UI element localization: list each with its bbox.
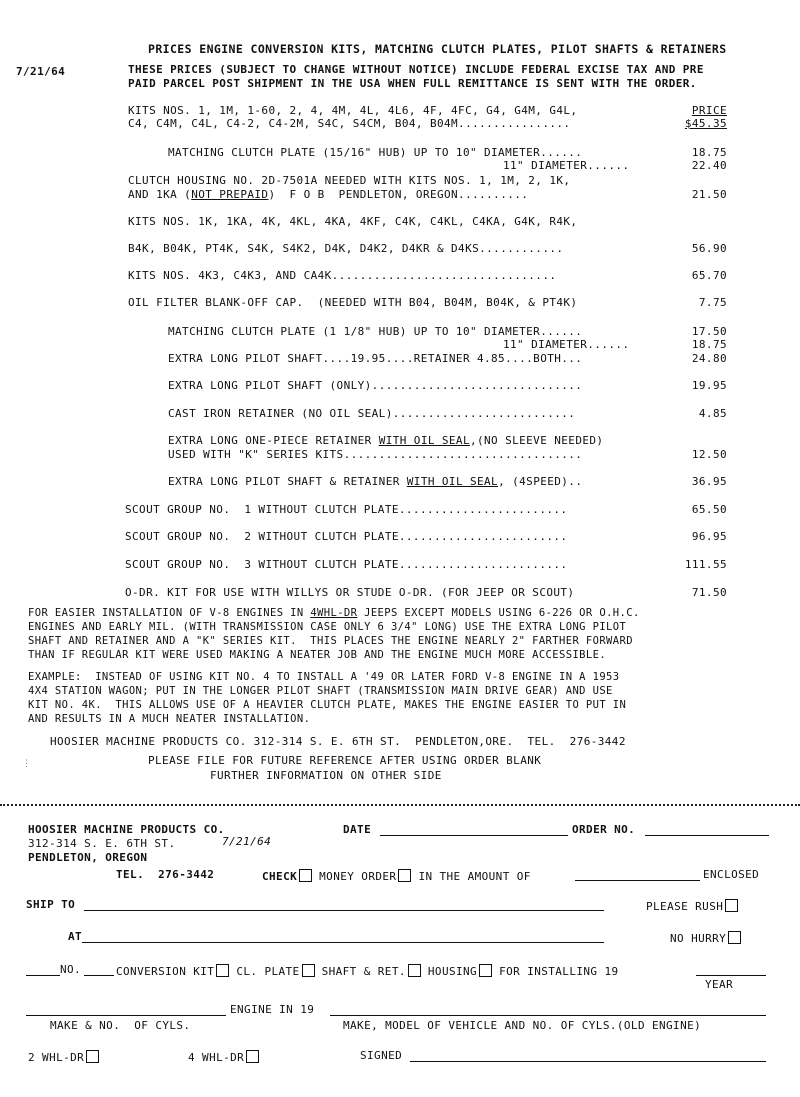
easier-note-2: ENGINES AND EARLY MIL. (WITH TRANSMISSION CASE ONLY 6 3/4" LONG) USE THE EXTRA LONG PILOT (28, 621, 627, 633)
four-whl-checkbox[interactable] (246, 1050, 259, 1063)
form-date-stamp: 7/21/64 (222, 835, 272, 848)
kits-1-line-1: KITS NOS. 1, 1M, 1-60, 2, 4, 4M, 4L, 4L6, 4F, 4FC, G4, G4M, G4L, (128, 104, 578, 117)
housing-checkbox[interactable] (479, 964, 492, 977)
kits-3-line: KITS NOS. 4K3, C4K3, AND CA4K................................ (128, 269, 557, 282)
clutch-1-line-2: 11" DIAMETER...... (503, 159, 630, 172)
easier-note-1: FOR EASIER INSTALLATION OF V-8 ENGINES IN 4WHL-DR JEEPS EXCEPT MODELS USING 6-226 OR O.H.C. (28, 607, 640, 619)
item-options: CONVERSION KIT CL. PLATE SHAFT & RET. HOUSING FOR INSTALLING 19 (116, 965, 619, 978)
example-note-1: EXAMPLE: INSTEAD OF USING KIT NO. 4 TO INSTALL A '49 OR LATER FORD V-8 ENGINE IN A 1953 (28, 671, 620, 683)
scout-2-line: SCOUT GROUP NO. 2 WITHOUT CLUTCH PLATE........................ (125, 530, 568, 543)
one-piece-line-2: USED WITH "K" SERIES KITS.................................. (168, 448, 583, 461)
no-hurry-checkbox[interactable] (728, 931, 741, 944)
speck-mark: ⋮ (22, 759, 31, 769)
two-whl-option: 2 WHL-DR (28, 1050, 99, 1063)
price-header: PRICE (691, 104, 727, 117)
signature-field[interactable] (410, 1061, 766, 1062)
easier-note-4: THAN IF REGULAR KIT WERE USED MAKING A NEATER JOB AND THE ENGINE MUCH MORE ACCESSIBLE. (28, 649, 607, 661)
kits-2-line-1: KITS NOS. 1K, 1KA, 4K, 4KL, 4KA, 4KF, C4K, C4KL, C4KA, G4K, R4K, (128, 215, 578, 228)
housing-price: 21.50 (691, 188, 727, 201)
pilot-retainer-price: 36.95 (691, 475, 727, 488)
please-rush-option: PLEASE RUSH (646, 899, 738, 912)
one-piece-price: 12.50 (691, 448, 727, 461)
easier-note-3: SHAFT AND RETAINER AND A "K" SERIES KIT. THIS PLACES THE ENGINE NEARLY 2" FARTHER FORWARD (28, 635, 633, 647)
kits-2-line-2: B4K, B04K, PT4K, S4K, S4K2, D4K, D4K2, D4KR & D4KS............ (128, 242, 564, 255)
odr-kit-line: O-DR. KIT FOR USE WITH WILLYS OR STUDE O-DR. (FOR JEEP OR SCOUT) (125, 586, 575, 599)
form-city: PENDLETON, OREGON (28, 851, 148, 864)
header-date: 7/21/64 (16, 65, 66, 78)
header-note-1: THESE PRICES (SUBJECT TO CHANGE WITHOUT NOTICE) INCLUDE FEDERAL EXCISE TAX AND PRE (128, 63, 704, 76)
scout-1-line: SCOUT GROUP NO. 1 WITHOUT CLUTCH PLATE........................ (125, 503, 568, 516)
make-cyls-label: MAKE & NO. OF CYLS. (50, 1019, 191, 1032)
clutch-2-price-2: 18.75 (691, 338, 727, 351)
signed-label: SIGNED (360, 1049, 403, 1062)
pilot-retainer-line: EXTRA LONG PILOT SHAFT & RETAINER WITH OIL SEAL, (4SPEED).. (168, 475, 583, 488)
at-field[interactable] (82, 942, 604, 943)
no-label: NO. (60, 963, 82, 976)
order-no-label: ORDER NO. (572, 823, 636, 836)
cast-retainer-line: CAST IRON RETAINER (NO OIL SEAL).......................... (168, 407, 576, 420)
engine-in-label: ENGINE IN 19 (230, 1003, 315, 1016)
pilot-both-price: 24.80 (691, 352, 727, 365)
housing-line-1: CLUTCH HOUSING NO. 2D-7501A NEEDED WITH KITS NOS. 1, 1M, 2, 1K, (128, 174, 571, 187)
order-no-field[interactable] (645, 835, 769, 836)
pilot-only-line: EXTRA LONG PILOT SHAFT (ONLY).............................. (168, 379, 583, 392)
odr-kit-price: 71.50 (691, 586, 727, 599)
pilot-both-line: EXTRA LONG PILOT SHAFT....19.95....RETAINER 4.85....BOTH... (168, 352, 583, 365)
engine-make-field[interactable] (26, 1015, 226, 1016)
ship-to-label: SHIP TO (26, 898, 76, 911)
clutch-2-line-2: 11" DIAMETER...... (503, 338, 630, 351)
scout-1-price: 65.50 (691, 503, 727, 516)
oil-filter-price: 7.75 (698, 296, 727, 309)
file-reference-line: PLEASE FILE FOR FUTURE REFERENCE AFTER USING ORDER BLANK (148, 754, 542, 767)
money-order-checkbox[interactable] (398, 869, 411, 882)
scout-3-price: 111.55 (684, 558, 727, 571)
clutch-2-price-1: 17.50 (691, 325, 727, 338)
header-note-2: PAID PARCEL POST SHIPMENT IN THE USA WHEN FULL REMITTANCE IS SENT WITH THE ORDER. (128, 77, 697, 90)
amount-field[interactable] (575, 880, 700, 881)
scout-3-line: SCOUT GROUP NO. 3 WITHOUT CLUTCH PLATE........................ (125, 558, 568, 571)
check-option: CHECK MONEY ORDER IN THE AMOUNT OF (262, 870, 531, 883)
install-year-field[interactable] (696, 975, 766, 976)
date-field[interactable] (380, 835, 568, 836)
tear-line (0, 804, 800, 806)
kits-2-price: 56.90 (691, 242, 727, 255)
form-company: HOOSIER MACHINE PRODUCTS CO. (28, 823, 225, 836)
kits-1-price: $45.35 (684, 117, 727, 130)
scout-2-price: 96.95 (691, 530, 727, 543)
quantity-field[interactable] (26, 975, 60, 976)
housing-line-2: AND 1KA (NOT PREPAID) F O B PENDLETON, OREGON.......... (128, 188, 529, 201)
example-note-4: AND RESULTS IN A MUCH NEATER INSTALLATION. (28, 713, 311, 725)
oil-filter-line: OIL FILTER BLANK-OFF CAP. (NEEDED WITH B04, B04M, B04K, & PT4K) (128, 296, 578, 309)
item-no-field[interactable] (84, 975, 114, 976)
vehicle-field[interactable] (330, 1015, 766, 1016)
clutch-1-price-2: 22.40 (691, 159, 727, 172)
four-whl-option: 4 WHL-DR (188, 1050, 259, 1063)
example-note-2: 4X4 STATION WAGON; PUT IN THE LONGER PILOT SHAFT (TRANSMISSION MAIN DRIVE GEAR) AND USE (28, 685, 613, 697)
clutch-1-line-1: MATCHING CLUTCH PLATE (15/16" HUB) UP TO 10" DIAMETER...... (168, 146, 583, 159)
page-title: PRICES ENGINE CONVERSION KITS, MATCHING CLUTCH PLATES, PILOT SHAFTS & RETAINERS (148, 42, 727, 56)
kits-3-price: 65.70 (691, 269, 727, 282)
ship-to-field[interactable] (84, 910, 604, 911)
clutch-1-price-1: 18.75 (691, 146, 727, 159)
one-piece-line-1: EXTRA LONG ONE-PIECE RETAINER WITH OIL SEAL,(NO SLEEVE NEEDED) (168, 434, 604, 447)
example-note-3: KIT NO. 4K. THIS ALLOWS USE OF A HEAVIER CLUTCH PLATE, MAKES THE ENGINE EASIER TO PUT IN (28, 699, 627, 711)
shaft-retainer-checkbox[interactable] (408, 964, 421, 977)
two-whl-checkbox[interactable] (86, 1050, 99, 1063)
tel-label: TEL. 276-3442 (116, 868, 215, 881)
date-label: DATE (343, 823, 372, 836)
no-hurry-option: NO HURRY (670, 931, 741, 944)
clutch-2-line-1: MATCHING CLUTCH PLATE (1 1/8" HUB) UP TO 10" DIAMETER...... (168, 325, 583, 338)
kits-1-line-2: C4, C4M, C4L, C4-2, C4-2M, S4C, S4CM, B04, B04M................ (128, 117, 571, 130)
year-label: YEAR (705, 978, 734, 991)
at-label: AT (68, 930, 83, 943)
enclosed-label: ENCLOSED (703, 868, 760, 881)
make-model-label: MAKE, MODEL OF VEHICLE AND NO. OF CYLS.(OLD ENGINE) (343, 1019, 702, 1032)
company-info-line: HOOSIER MACHINE PRODUCTS CO. 312-314 S. E. 6TH ST. PENDLETON,ORE. TEL. 276-3442 (50, 735, 626, 748)
further-info-line: FURTHER INFORMATION ON OTHER SIDE (210, 769, 442, 782)
please-rush-checkbox[interactable] (725, 899, 738, 912)
cast-retainer-price: 4.85 (698, 407, 727, 420)
check-checkbox[interactable] (299, 869, 312, 882)
pilot-only-price: 19.95 (691, 379, 727, 392)
clutch-plate-checkbox[interactable] (302, 964, 315, 977)
form-address: 312-314 S. E. 6TH ST. (28, 837, 176, 850)
conversion-kit-checkbox[interactable] (216, 964, 229, 977)
